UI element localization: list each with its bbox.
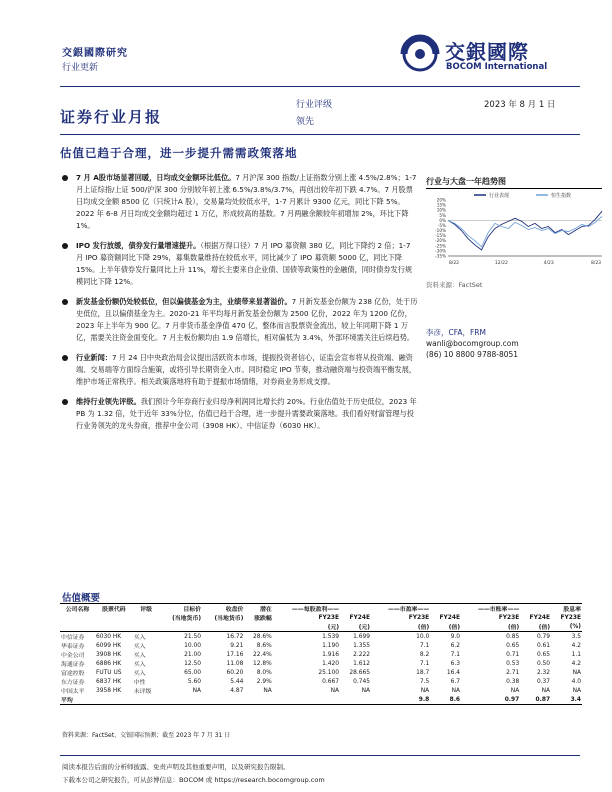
analyst-name: 李彦，CFA，FRM — [426, 328, 486, 337]
table-cell: 1.1 — [571, 651, 581, 658]
y-tick-label: -10% — [435, 228, 446, 234]
table-cell: 28.6% — [244, 632, 272, 642]
table-header-cell: FY24E — [439, 614, 461, 621]
table-cell: NA — [510, 687, 520, 694]
table-cell: 3908 HK — [96, 651, 122, 658]
table-cell: 3.4 — [551, 695, 582, 705]
legend-label: 恒生指数 — [551, 193, 572, 199]
y-tick-label: -30% — [435, 248, 446, 254]
y-tick-label: 20% — [436, 197, 446, 203]
table-cell: 1.190 — [322, 642, 340, 649]
table-cell: 10.00 — [184, 642, 202, 649]
table-cell: 富途控股 — [61, 671, 85, 677]
table-header-cell — [202, 622, 244, 632]
table-cell: 0.97 — [461, 695, 520, 705]
table-cell: NA — [572, 687, 581, 694]
table-header-cell: FY24E — [349, 614, 370, 621]
table-cell — [273, 695, 340, 705]
table-cell: 18.7 — [416, 669, 430, 676]
table-cell: 11.08 — [226, 660, 244, 667]
table-header-cell — [60, 613, 95, 622]
table-header-cell: 评级 — [133, 604, 160, 614]
bullet-icon — [62, 399, 68, 405]
table-cell: 华泰证券 — [61, 644, 85, 650]
table-cell: 7.1 — [419, 642, 430, 649]
table-source: 资料来源：FactSet、交银国际预测；截至 2023 年 7 月 31 日 — [62, 732, 231, 739]
table-cell: 12.8% — [253, 660, 272, 667]
table-average-row — [60, 695, 582, 705]
table-cell: 6837 HK — [96, 678, 122, 685]
table-header-cell: 股息率 — [551, 604, 582, 614]
table-header-cell — [60, 622, 95, 632]
table-cell: 21.00 — [184, 651, 202, 658]
table-cell: NA — [572, 669, 581, 676]
table-cell: 4.87 — [230, 687, 244, 694]
table-cell: FUTU US — [96, 669, 122, 676]
table-cell: 22.4% — [253, 651, 272, 658]
table-cell: 28.665 — [349, 669, 370, 676]
table-cell: 60.20 — [226, 669, 244, 676]
table-row — [60, 686, 582, 695]
table-cell: 7.1 — [450, 651, 461, 658]
table-cell: 4.0 — [571, 678, 581, 685]
analyst-phone: (86) 10 8800 9788-8051 — [426, 350, 519, 359]
report-type: 行业更新 — [62, 63, 99, 73]
table-cell: 4.2 — [571, 642, 581, 649]
table-header-cell: (%) — [569, 623, 581, 630]
table-header-cell: (倍) — [507, 625, 520, 631]
bullet-text: 7 月新发基金份额为 238 亿份，处于历史低位，且以偏债基金为主。2020-21 年平均每月新发基金份额为 2500 亿份，2022 年为 1200 亿份，2023 年上半年为 900 亿。7 月非货币基金净值 470 亿，整体而言股票资金流出，较上年同期下降 1 万亿，需要关注资金面变化。7 月主板份额均由 1.9 倍增长，相对偏低为 3.4%，外部环境需关注后续趋势。 — [76, 297, 418, 342]
table-cell: 3.5 — [551, 632, 582, 642]
bullet-lead: 维持行业领先评级。 — [76, 397, 141, 406]
rating-value: 领先 — [296, 117, 315, 127]
table-header-cell: ——市账率—— — [461, 604, 520, 614]
table-header-cell — [340, 604, 371, 614]
table-cell: 2.222 — [353, 651, 370, 658]
bullet-lead: 新发基金份额仍处较低位，但以偏债基金为主，业绩带来显著溢价。 — [76, 297, 292, 306]
table-cell: 东方证券 — [61, 680, 85, 686]
table-cell — [133, 695, 160, 705]
table-cell: 0.65 — [506, 642, 520, 649]
table-cell — [160, 695, 202, 705]
table-header-cell: ——每股盈利—— — [273, 604, 340, 614]
chart-source: 资料来源：FactSet — [426, 281, 483, 289]
table-header-cell: (元) — [327, 625, 340, 631]
table-header-cell: 收盘价 — [202, 604, 244, 614]
table-cell: NA — [263, 687, 272, 694]
trend-chart — [426, 190, 606, 272]
report-title: 证券行业月报 — [60, 108, 163, 126]
rating-label: 行业评级 — [296, 100, 333, 110]
table-cell — [202, 695, 244, 705]
table-cell: 10.0 — [371, 632, 430, 642]
table-row — [60, 650, 582, 659]
table-header-cell: (倍) — [448, 625, 461, 631]
table-cell: 9.0 — [430, 632, 461, 642]
bullet-text: 我们预计今年券商行业归母净利润同比增长约 20%。行业估值处于历史低位，2023 年 PB 为 1.32 倍，处于近年 33%分位，估值已趋于合理，进一步提升需要政策落地。我们看好财富管理与投行业务领先的龙头券商，推荐中金公司（3908 HK）、中信证券（6030 HK）。 — [76, 397, 417, 430]
logo-text-cn: 交銀國際 — [445, 40, 529, 64]
y-tick-label: 0% — [439, 217, 446, 223]
footer-divider — [60, 755, 580, 756]
bullet-text: （根据万得口径）7 月 IPO 募资额 380 亿，同比下降约 2 倍；1-7 月 IPO 募资额同比下降 29%，募集数量维持在较低水平，同比减少了 IPO 募资额 5000 亿，同比下降 15%。上半年债券发行量同比上升 11%，增长主要来自企业债、国债等政策性的金融债，同时债券发行规模同比下降 12%。 — [76, 241, 413, 286]
table-cell: 1.699 — [340, 632, 371, 642]
logo-text-en: BOCOM International — [446, 62, 548, 72]
table-header-cell: (当地货币) — [214, 616, 244, 622]
table-cell: 买入 — [133, 644, 146, 650]
y-tick-label: 15% — [436, 202, 446, 208]
table-row — [60, 632, 582, 642]
table-cell: 8.2 — [419, 651, 430, 658]
x-tick-label: 8/22 — [448, 261, 460, 266]
bullet-lead: 7 月 A股市场显著回暖，日均成交金额环比低位。 — [76, 173, 236, 182]
table-cell: NA — [541, 687, 551, 694]
table-cell: 1.612 — [353, 660, 370, 667]
y-tick-label: -5% — [437, 222, 446, 228]
table-header-row — [60, 604, 582, 614]
valuation-table-title: 估值概要 — [62, 593, 101, 604]
x-tick-label: 8/23 — [590, 261, 602, 266]
table-cell: 中金公司 — [61, 653, 85, 659]
table-header-cell: FY23E — [560, 614, 581, 621]
table-header-row — [60, 613, 582, 622]
table-cell: 6886 HK — [96, 660, 122, 667]
table-cell: 2.32 — [536, 669, 551, 676]
table-header-cell — [244, 622, 272, 632]
table-header-row — [60, 622, 582, 632]
report-date: 2023 年 8 月 1 日 — [484, 100, 556, 110]
analyst-block — [426, 327, 519, 360]
table-cell: 0.71 — [506, 651, 520, 658]
table-cell: 中国太平 — [61, 689, 85, 695]
table-cell: 17.16 — [226, 651, 244, 658]
table-header-cell: FY24E — [529, 614, 551, 621]
table-header-cell: (倍) — [538, 625, 551, 631]
table-header-cell: (倍) — [417, 625, 430, 631]
table-cell: 未评级 — [133, 689, 152, 695]
table-cell: 25.100 — [318, 669, 340, 676]
table-cell: 16.4 — [446, 669, 461, 676]
table-cell: 买入 — [133, 632, 160, 642]
bullet-market — [62, 172, 418, 232]
analyst-email[interactable]: wanli@bocomgroup.com — [426, 339, 519, 348]
bullet-text: 7 月 24 日中央政治局会议提出活跃资本市场，提振投资者信心，证监会宣布将从投资端、融资端、交易端等方面综合施策，或将引导长期资金入市。同时稳定 IPO 节奏，推动融资端与投资端平衡发展，维护市场正常秩序。相关政策落地将有助于提振市场情绪，对券商业务形成支撑。 — [76, 353, 417, 386]
table-header-cell: 目标价 — [160, 604, 202, 614]
table-cell: 0.79 — [520, 632, 551, 642]
table-header-cell — [133, 613, 160, 622]
table-row — [60, 668, 582, 677]
table-row — [60, 641, 582, 650]
table-cell: 6.3 — [450, 660, 461, 667]
table-cell: 6030 HK — [95, 632, 133, 642]
series-line-industry — [448, 211, 602, 250]
table-cell: 2.9% — [256, 678, 272, 685]
series-line-hsi — [448, 216, 602, 247]
table-header-cell — [430, 604, 461, 614]
report-headline: 估值已趋于合理，进一步提升需需政策落地 — [60, 146, 298, 160]
table-cell: 6.7 — [450, 678, 461, 685]
table-cell: 买入 — [133, 671, 146, 677]
bullet-icon — [62, 355, 68, 361]
header-divider — [60, 86, 580, 87]
table-cell: 65.00 — [184, 669, 202, 676]
table-header-cell: 涨跌幅 — [254, 616, 272, 622]
y-tick-label: -20% — [435, 238, 446, 244]
table-cell: 0.667 — [322, 678, 340, 685]
y-tick-label: -25% — [435, 243, 446, 249]
table-cell: 买入 — [133, 653, 146, 659]
table-header-cell: FY23E — [498, 614, 520, 621]
table-header-cell: 潜在 — [244, 604, 272, 614]
table-cell: 5.60 — [187, 678, 202, 685]
table-cell: 5.44 — [230, 678, 244, 685]
table-cell: 0.87 — [520, 695, 551, 705]
table-cell: 9.8 — [371, 695, 430, 705]
y-tick-label: -35% — [435, 253, 446, 259]
table-cell: NA — [420, 687, 430, 694]
table-cell — [340, 695, 371, 705]
table-cell: 4.2 — [571, 660, 581, 667]
table-cell: 0.53 — [506, 660, 520, 667]
bullet-icon — [62, 243, 68, 249]
table-cell: 8.6 — [430, 695, 461, 705]
table-cell: 7.1 — [419, 660, 430, 667]
table-cell — [95, 695, 133, 705]
table-cell: 6099 HK — [96, 642, 122, 649]
table-cell: 1.539 — [273, 632, 340, 642]
table-cell: 中性 — [133, 680, 146, 686]
table-header-cell: FY23E — [408, 614, 430, 621]
x-tick-label: 4/23 — [543, 261, 554, 266]
table-cell: 1.355 — [353, 642, 370, 649]
bullet-icon — [62, 299, 68, 305]
chart-title-divider — [426, 188, 602, 189]
table-cell: 9.21 — [230, 642, 244, 649]
bullet-icon — [62, 175, 68, 181]
disclaimer-line: 阅读本报告后面的分析师披露、免责声明及其他重要声明，以及研究报告限制。 — [62, 763, 290, 771]
bullet-lead: 行业新闻： — [76, 353, 112, 362]
table-header-cell: ——市盈率—— — [371, 604, 430, 614]
table-header-cell: 股票代码 — [95, 604, 133, 614]
table-cell: 8.0% — [256, 669, 272, 676]
table-cell: 0.50 — [536, 660, 551, 667]
table-cell: 6.2 — [450, 642, 461, 649]
table-header-cell — [133, 622, 160, 632]
table-cell: 1.916 — [322, 651, 340, 658]
table-cell: 21.50 — [160, 632, 202, 642]
table-header-cell: (元) — [358, 625, 370, 631]
table-cell: NA — [451, 687, 461, 694]
table-header-cell — [95, 613, 133, 622]
chart-title: 行业与大盘一年趋势图 — [426, 177, 506, 186]
bocom-logo-icon — [400, 34, 440, 74]
table-cell: 16.72 — [202, 632, 244, 642]
bullet-text: 7 月沪深 300 指数/上证指数分别上涨 4.5%/2.8%；1-7 月上证综指/上证 500/沪深 300 分别较年初上涨 6.5%/3.8%/3.7%，再创出较年初下跌 4.7%。7 月股票日均成交金额 8500 亿（只统计A 股），交易量均处较低水平，1-7 月累计 9300 亿元，同比下降 5%。2022 年 6-8 月日均成交金额均超过 1 万亿，形成较高的基数。7 月两融余额较年初增加 2%，环比下降 1%。 — [76, 173, 417, 230]
table-cell: 海通证券 — [61, 662, 85, 668]
x-tick-label: 12/22 — [494, 261, 508, 266]
table-cell: NA — [330, 687, 340, 694]
table-cell: 0.61 — [536, 642, 551, 649]
table-cell: 中信证券 — [60, 632, 95, 642]
table-row — [60, 677, 582, 686]
y-tick-label: 10% — [436, 207, 446, 213]
table-cell: 0.65 — [536, 651, 551, 658]
brand-name: 交銀國際研究 — [62, 48, 128, 59]
table-cell: 8.6% — [256, 642, 272, 649]
table-header-cell: 公司名称 — [60, 604, 95, 614]
table-header-cell — [520, 604, 551, 614]
table-cell: 买入 — [133, 662, 146, 668]
bullet-rating — [62, 396, 418, 432]
table-cell: NA — [192, 687, 202, 694]
valuation-table — [60, 603, 582, 705]
bullet-ipo — [62, 240, 418, 288]
table-header-cell — [95, 622, 133, 632]
table-cell: NA — [361, 687, 370, 694]
summary-bullets — [62, 172, 418, 440]
bullet-lead: IPO 发行放缓，债券发行量增速提升。 — [76, 241, 201, 250]
table-row — [60, 659, 582, 668]
title-divider — [60, 134, 580, 135]
table-cell: 12.50 — [184, 660, 202, 667]
table-cell: 平均 — [60, 695, 95, 705]
table-header-cell — [160, 622, 202, 632]
y-tick-label: 5% — [439, 212, 446, 218]
table-cell: 7.5 — [419, 678, 430, 685]
table-header-cell: (当地货币) — [172, 616, 202, 622]
table-cell: 0.38 — [506, 678, 520, 685]
download-line: 下载本公司之研究报告，可从彭博信息：BOCOM 或 https://research.bocomgroup.com — [62, 776, 325, 784]
table-cell — [244, 695, 272, 705]
bullet-funds — [62, 296, 418, 344]
table-cell: 0.37 — [536, 678, 551, 685]
table-header-cell: FY23E — [318, 614, 340, 621]
table-cell: 2.71 — [506, 669, 520, 676]
bullet-news — [62, 352, 418, 388]
table-cell: 1.420 — [322, 660, 340, 667]
table-cell: 3958 HK — [96, 687, 122, 694]
table-cell: 0.85 — [461, 632, 520, 642]
y-tick-label: -15% — [435, 233, 446, 239]
table-cell: 0.745 — [353, 678, 370, 685]
legend-label: 行业表现 — [489, 193, 510, 199]
